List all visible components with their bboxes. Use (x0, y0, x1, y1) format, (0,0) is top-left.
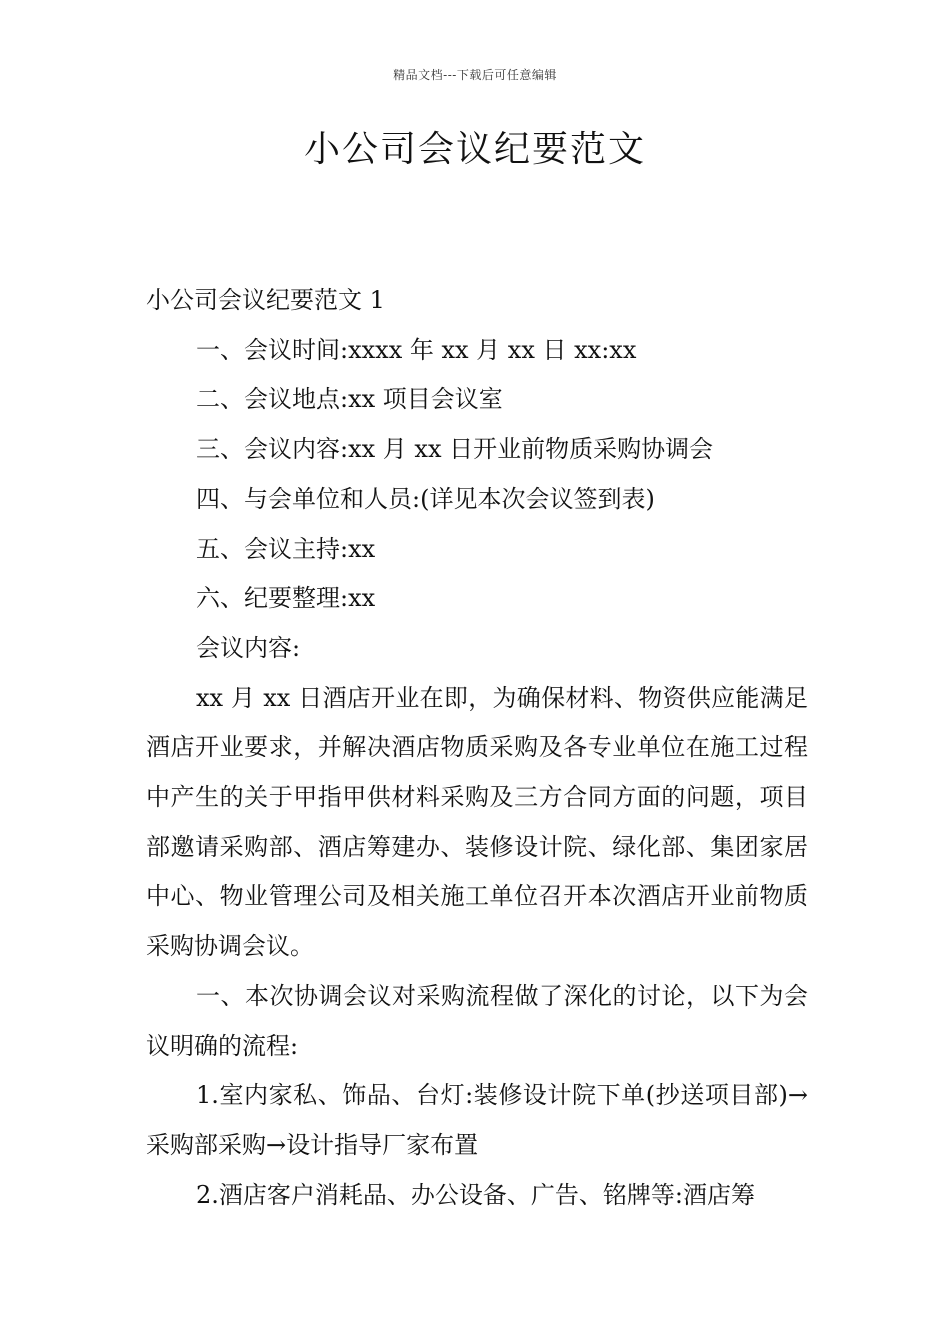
meeting-topic-item: 三、会议内容:xx 月 xx 日开业前物质采购协调会 (196, 435, 714, 464)
meeting-time-item: 一、会议时间:xxxx 年 xx 月 xx 日 xx:xx (196, 335, 637, 364)
section-heading: 小公司会议纪要范文 1 (146, 286, 385, 314)
header-note: 精品文档---下载后可任意编辑 (393, 68, 557, 82)
host-item: 五、会议主持:xx (196, 534, 376, 563)
recorder-item: 六、纪要整理:xx (196, 584, 376, 613)
process-step-2: 2.酒店客户消耗品、办公设备、广告、铭牌等:酒店筹 (196, 1180, 755, 1209)
document-body (146, 276, 808, 1220)
document-title: 小公司会议纪要范文 (303, 129, 646, 170)
process-intro-paragraph: 一、本次协调会议对采购流程做了深化的讨论，以下为会议明确的流程: (146, 981, 808, 1060)
meeting-location-item: 二、会议地点:xx 项目会议室 (196, 385, 503, 414)
content-label: 会议内容: (196, 633, 301, 662)
process-step-1: 1.室内家私、饰品、台灯:装修设计院下单(抄送项目部)→采购部采购→设计指导厂家布置 (146, 1081, 808, 1159)
attendees-item: 四、与会单位和人员:(详见本次会议签到表) (196, 484, 655, 513)
intro-paragraph: xx 月 xx 日酒店开业在即，为确保材料、物资供应能满足酒店开业要求，并解决酒店物质采购及各专业单位在施工过程中产生的关于甲指甲供材料采购及三方合同方面的问题，项目部邀请采购部、酒店筹建办、装修设计院、绿化部、集团家居中心、物业管理公司及相关施工单位召开本次酒店开业前物质采购协调会议。 (146, 683, 808, 961)
